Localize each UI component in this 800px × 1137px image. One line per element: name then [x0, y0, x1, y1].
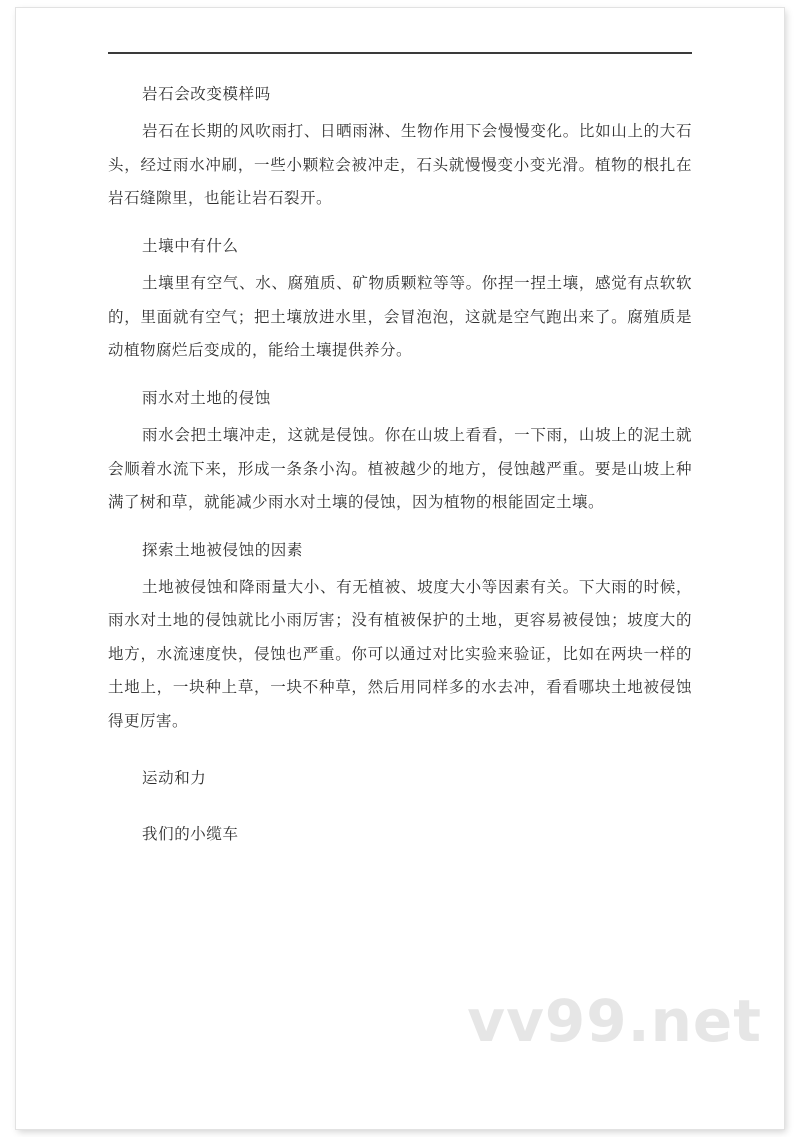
section-heading: 岩石会改变模样吗	[142, 86, 271, 103]
document-content	[108, 52, 692, 855]
section-paragraph: 岩石在长期的风吹雨打、日晒雨淋、生物作用下会慢慢变化。比如山上的大石头，经过雨水冲刷，一些小颗粒会被冲走，石头就慢慢变小变光滑。植物的根扎在岩石缝隙里，也能让岩石裂开。	[108, 123, 692, 208]
spacer	[108, 754, 692, 764]
document-page	[16, 8, 784, 1129]
section-erosion-factors	[108, 536, 692, 739]
section-paragraph: 雨水会把土壤冲走，这就是侵蚀。你在山坡上看看，一下雨，山坡上的泥土就会顺着水流下来，形成一条条小沟。植被越少的地方，侵蚀越严重。要是山坡上种满了树和草，就能减少雨水对土壤的侵蚀，因为植物的根能固定土壤。	[108, 427, 692, 512]
section-heading: 我们的小缆车	[142, 825, 239, 843]
section-soil	[108, 232, 692, 368]
spacer	[108, 810, 692, 820]
section-paragraph: 土地被侵蚀和降雨量大小、有无植被、坡度大小等因素有关。下大雨的时候，雨水对土地的侵蚀就比小雨厉害；没有植被保护的土地，更容易被侵蚀；坡度大的地方，水流速度快，侵蚀也严重。你可以通过对比实验来验证，比如在两块一样的土地上，一块种上草，一块不种草，然后用同样多的水去冲，看看哪块土地被侵蚀得更厉害。	[108, 578, 692, 730]
section-heading: 探索土地被侵蚀的因素	[142, 541, 304, 559]
section-heading: 雨水对土地的侵蚀	[142, 389, 271, 407]
section-paragraph: 土壤里有空气、水、腐殖质、矿物质颗粒等等。你捏一捏土壤，感觉有点软软的，里面就有空气；把土壤放进水里，会冒泡泡，这就是空气跑出来了。腐殖质是动植物腐烂后变成的，能给土壤提供养分。	[108, 275, 692, 360]
section-rain-erosion	[108, 384, 692, 520]
section-cable-car	[108, 820, 692, 849]
watermark: vv99.net	[467, 987, 762, 1055]
section-heading: 土壤中有什么	[142, 237, 239, 255]
section-heading: 运动和力	[142, 770, 207, 788]
section-motion-and-force	[108, 764, 692, 793]
header-rule	[108, 52, 692, 54]
section-rocks	[108, 80, 692, 216]
